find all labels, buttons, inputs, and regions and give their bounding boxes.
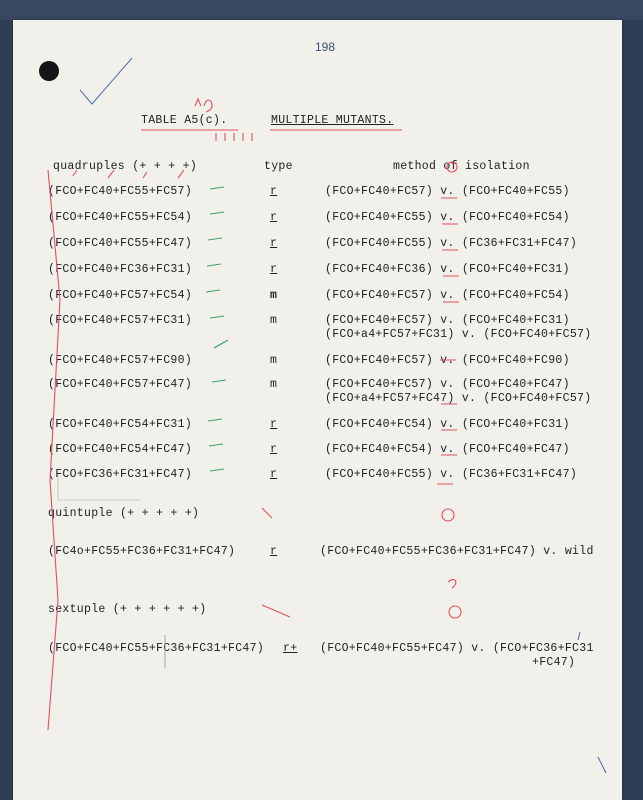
row-method: (FCO+FC40+FC57) v. (FCO+FC40+FC55) bbox=[325, 185, 570, 198]
row-type: r bbox=[270, 185, 278, 198]
row-mutant: (FCO+FC40+FC57+FC54) bbox=[48, 289, 193, 302]
row-type: m bbox=[270, 378, 278, 391]
row-method: (FCO+FC40+FC57) v. (FCO+FC40+FC90) bbox=[325, 354, 570, 367]
row-type: m bbox=[270, 354, 278, 367]
row-method: (FCO+FC40+FC36) v. (FCO+FC40+FC31) bbox=[325, 263, 570, 276]
row-mutant: (FCO+FC40+FC57+FC47) bbox=[48, 378, 193, 391]
sextuple-mutant: (FCO+FC40+FC55+FC36+FC31+FC47) bbox=[48, 642, 265, 655]
row-mutant: (FCO+FC36+FC31+FC47) bbox=[48, 468, 193, 481]
quintuple-method: (FCO+FC40+FC55+FC36+FC31+FC47) v. wild bbox=[320, 545, 594, 558]
row-method: (FCO+FC40+FC55) v. (FCO+FC40+FC54) bbox=[325, 211, 570, 224]
row-mutant: (FCO+FC40+FC57+FC90) bbox=[48, 354, 193, 367]
row-type: r bbox=[270, 418, 278, 431]
row-type: m bbox=[270, 314, 278, 327]
row-type: r bbox=[270, 468, 278, 481]
header-method: method of isolation bbox=[393, 160, 530, 173]
row-method: (FCO+FC40+FC57) v. (FCO+FC40+FC31) bbox=[325, 314, 570, 327]
quintuple-type: r bbox=[270, 545, 278, 558]
header-type: type bbox=[264, 160, 293, 173]
row-method: (FCO+FC40+FC55) v. (FC36+FC31+FC47) bbox=[325, 468, 578, 481]
row-type: r bbox=[270, 211, 278, 224]
row-method: (FCO+a4+FC57+FC31) v. (FCO+FC40+FC57) bbox=[325, 328, 592, 341]
row-mutant: (FCO+FC40+FC55+FC57) bbox=[48, 185, 193, 198]
row-mutant: (FCO+FC40+FC55+FC47) bbox=[48, 237, 193, 250]
document-page bbox=[13, 20, 622, 800]
row-type: m bbox=[270, 289, 278, 302]
header-quadruples: quadruples (+ + + +) bbox=[53, 160, 198, 173]
row-mutant: (FCO+FC40+FC55+FC54) bbox=[48, 211, 193, 224]
row-type: r bbox=[270, 443, 278, 456]
section-sextuple: sextuple (+ + + + + +) bbox=[48, 603, 207, 616]
table-title: TABLE A5(c). bbox=[141, 114, 228, 127]
row-method: (FCO+FC40+FC54) v. (FCO+FC40+FC31) bbox=[325, 418, 570, 431]
row-method: (FCO+FC40+FC57) v. (FCO+FC40+FC54) bbox=[325, 289, 570, 302]
row-type: r bbox=[270, 237, 278, 250]
sextuple-method: (FCO+FC40+FC55+FC47) v. (FCO+FC36+FC31 bbox=[320, 642, 594, 655]
sextuple-method-cont: +FC47) bbox=[532, 656, 576, 669]
sextuple-type: r+ bbox=[283, 642, 298, 655]
page-number: 198 bbox=[315, 40, 336, 54]
row-type: r bbox=[270, 263, 278, 276]
quintuple-mutant: (FC4o+FC55+FC36+FC31+FC47) bbox=[48, 545, 236, 558]
row-method: (FCO+FC40+FC55) v. (FC36+FC31+FC47) bbox=[325, 237, 578, 250]
scan-background bbox=[0, 0, 643, 20]
row-mutant: (FCO+FC40+FC54+FC31) bbox=[48, 418, 193, 431]
row-mutant: (FCO+FC40+FC36+FC31) bbox=[48, 263, 193, 276]
row-mutant: (FCO+FC40+FC57+FC31) bbox=[48, 314, 193, 327]
row-method: (FCO+FC40+FC54) v. (FCO+FC40+FC47) bbox=[325, 443, 570, 456]
row-method: (FCO+a4+FC57+FC47) v. (FCO+FC40+FC57) bbox=[325, 392, 592, 405]
row-method: (FCO+FC40+FC57) v. (FCO+FC40+FC47) bbox=[325, 378, 570, 391]
table-subtitle: MULTIPLE MUTANTS. bbox=[271, 114, 394, 127]
punch-hole bbox=[39, 61, 59, 81]
row-mutant: (FCO+FC40+FC54+FC47) bbox=[48, 443, 193, 456]
section-quintuple: quintuple (+ + + + +) bbox=[48, 507, 200, 520]
